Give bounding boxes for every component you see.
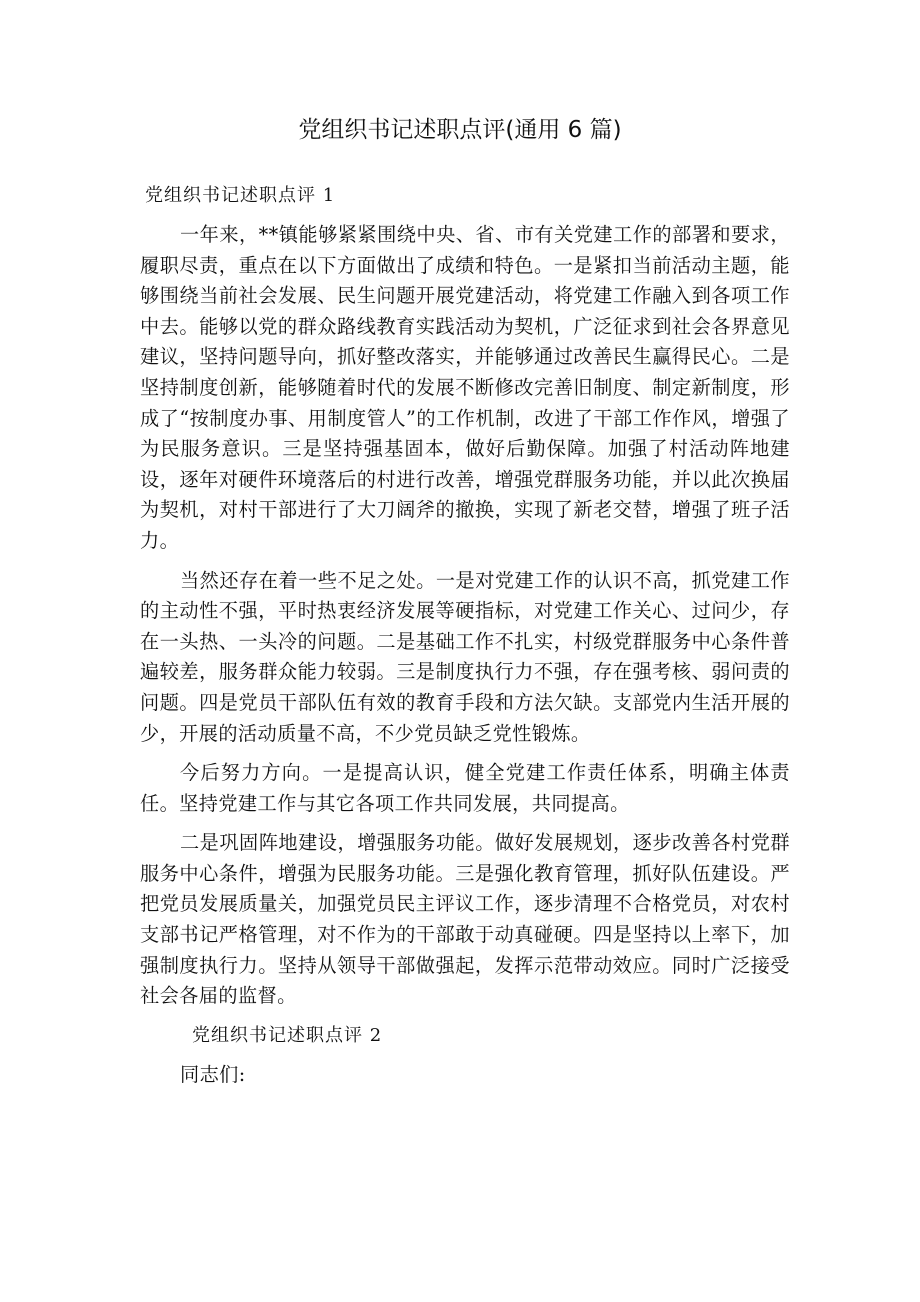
paragraph-1: 一年来，**镇能够紧紧围绕中央、省、市有关党建工作的部署和要求，履职尽责，重点在以下方面做出了成绩和特色。一是紧扣当前活动主题，能够围绕当前社会发展、民生问题开展党建活动，将党建工作融入到各项工作中去。能够以党的群众路线教育实践活动为契机，广泛征求到社会各界意见建议，坚持问题导向，抓好整改落实，并能够通过改善民生赢得民心。二是坚持制度创新，能够随着时代的发展不断修改完善旧制度、制定新制度，形成了“按制度办事、用制度管人”的工作机制，改进了干部工作作风，增强了为民服务意识。三是坚持强基固本，做好后勤保障。加强了村活动阵地建设，逐年对硬件环境落后的村进行改善，增强党群服务功能，并以此次换届为契机，对村干部进行了大刀阔斧的撤换，实现了新老交替，增强了班子活力。 xyxy=(140,223,790,552)
section-heading-1: 党组织书记述职点评 1 xyxy=(145,185,336,206)
paragraph-2: 当然还存在着一些不足之处。一是对党建工作的认识不高，抓党建工作的主动性不强，平时热衷经济发展等硬指标，对党建工作关心、过问少，存在一头热、一头冷的问题。二是基础工作不扎实，村级党群服务中心条件普遍较差，服务群众能力较弱。三是制度执行力不强，存在强考核、弱问责的问题。四是党员干部队伍有效的教育手段和方法欠缺。支部党内生活开展的少，开展的活动质量不高，不少党员缺乏党性锻炼。 xyxy=(140,568,790,745)
paragraph-4: 二是巩固阵地建设，增强服务功能。做好发展规划，逐步改善各村党群服务中心条件，增强为民服务功能。三是强化教育管理，抓好队伍建设。严把党员发展质量关，加强党员民主评议工作，逐步清理不合格党员，对农村支部书记严格管理，对不作为的干部敢于动真碰硬。四是坚持以上率下，加强制度执行力。坚持从领导干部做强起，发挥示范带动效应。同时广泛接受社会各届的监督。 xyxy=(140,831,790,1008)
paragraph-3: 今后努力方向。一是提高认识，健全党建工作责任体系，明确主体责任。坚持党建工作与其它各项工作共同发展，共同提高。 xyxy=(140,761,790,815)
document-title: 党组织书记述职点评(通用 6 篇) xyxy=(298,117,622,143)
document-body xyxy=(140,181,790,1099)
section-heading-2: 党组织书记述职点评 2 xyxy=(192,1024,383,1046)
salutation: 同志们: xyxy=(180,1062,246,1086)
